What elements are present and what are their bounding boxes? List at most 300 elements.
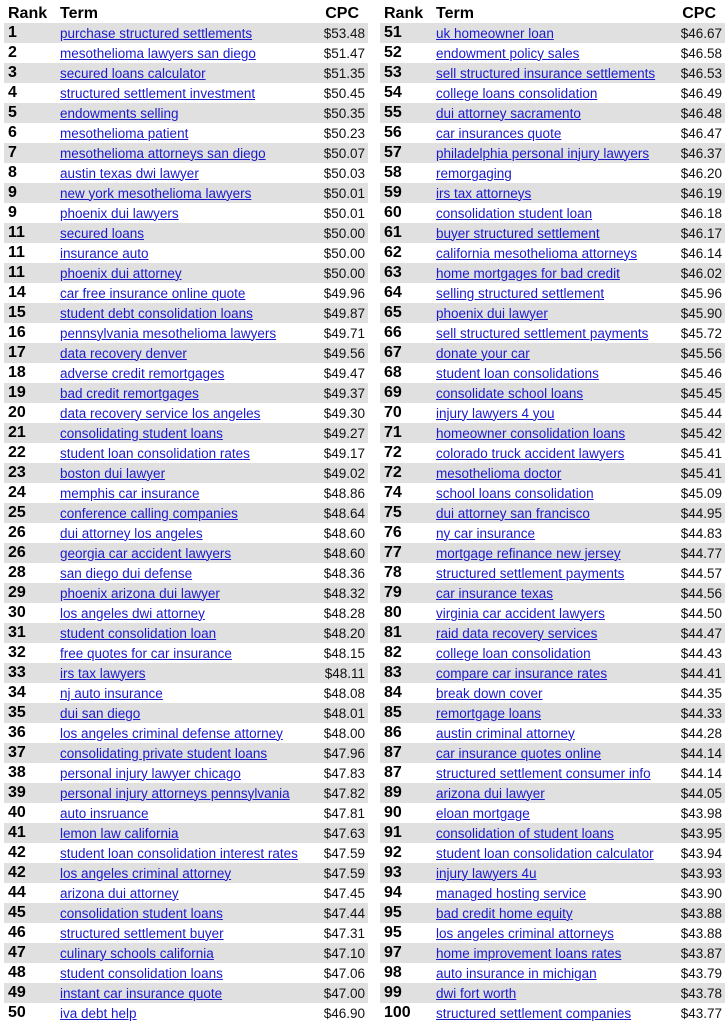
- cpc-cell: $44.50: [680, 605, 722, 621]
- cpc-cell: $44.33: [672, 703, 725, 723]
- term-cell: [436, 483, 672, 503]
- table-row: [4, 543, 368, 563]
- table-row: [380, 763, 725, 783]
- term-link[interactable]: secured loans: [60, 225, 145, 241]
- term-link[interactable]: pennsylvania mesothelioma lawyers: [60, 325, 277, 341]
- term-link[interactable]: purchase structured settlements: [60, 25, 253, 41]
- cpc-cell: $44.05: [672, 783, 725, 803]
- term-link[interactable]: remorgaging: [436, 165, 512, 181]
- rank-cell: 77: [380, 543, 436, 563]
- cpc-cell: $44.41: [672, 663, 725, 683]
- term-link[interactable]: los angeles criminal attorney: [60, 865, 232, 881]
- term-link[interactable]: adverse credit remortgages: [60, 365, 225, 381]
- term-link[interactable]: school loans consolidation: [436, 485, 594, 501]
- cpc-cell: $44.83: [680, 525, 722, 541]
- cpc-cell: $45.42: [672, 423, 725, 443]
- term-link[interactable]: consolidating student loans: [60, 425, 223, 441]
- term-link[interactable]: consolidation of student loans: [436, 825, 614, 841]
- term-link[interactable]: new york mesothelioma lawyers: [60, 185, 252, 201]
- cpc-cell: $46.37: [672, 143, 725, 163]
- table-row: [4, 223, 368, 243]
- term-cell: [60, 83, 316, 103]
- table-row: [380, 203, 725, 223]
- term-cell: [436, 303, 672, 323]
- cpc-cell: $43.88: [680, 925, 722, 941]
- term-cell: [60, 683, 316, 703]
- cpc-cell: $46.47: [680, 125, 722, 141]
- term-cell: [60, 323, 316, 343]
- rank-cell: 63: [380, 263, 436, 283]
- cpc-cell: $49.17: [323, 445, 365, 461]
- term-link[interactable]: auto insurance in michigan: [436, 965, 597, 981]
- term-link[interactable]: buyer structured settlement: [436, 225, 600, 241]
- rank-cell: 72: [380, 463, 436, 483]
- term-cell: [60, 283, 316, 303]
- term-cell: [60, 163, 316, 183]
- term-link[interactable]: structured settlement buyer: [60, 925, 224, 941]
- term-cell: [60, 783, 316, 803]
- rank-cell: 5: [4, 103, 60, 123]
- term-cell: [60, 983, 316, 1003]
- term-link[interactable]: structured settlement companies: [436, 1005, 632, 1021]
- term-cell: [60, 823, 316, 843]
- cpc-cell: $49.71: [323, 325, 365, 341]
- term-link[interactable]: car insurance quotes online: [436, 745, 602, 761]
- table-row: [380, 843, 725, 863]
- term-link[interactable]: car insurances quote: [436, 125, 562, 141]
- term-cell: [436, 623, 672, 643]
- rank-cell: 68: [384, 364, 402, 381]
- term-link[interactable]: homeowner consolidation loans: [436, 425, 626, 441]
- term-link[interactable]: student consolidation loan: [60, 625, 217, 641]
- table-row: [380, 403, 725, 423]
- table-row: [380, 63, 725, 83]
- term-link[interactable]: georgia car accident lawyers: [60, 545, 232, 561]
- term-link[interactable]: arizona dui lawyer: [436, 785, 545, 801]
- cpc-cell: $49.27: [316, 423, 368, 443]
- rank-cell: 11: [4, 263, 60, 283]
- cpc-cell: $47.06: [323, 965, 365, 981]
- term-link[interactable]: personal injury attorneys pennsylvania: [60, 785, 290, 801]
- term-cell: [60, 103, 316, 123]
- term-link[interactable]: mesothelioma lawyers san diego: [60, 45, 256, 61]
- rank-cell: 6: [8, 124, 17, 141]
- cpc-cell: $44.28: [680, 725, 722, 741]
- table-row: [4, 243, 368, 263]
- term-link[interactable]: memphis car insurance: [60, 485, 200, 501]
- rank-cell: 78: [384, 564, 402, 581]
- term-link[interactable]: endowments selling: [60, 105, 179, 121]
- table-row: [380, 263, 725, 283]
- term-link[interactable]: home improvement loans rates: [436, 945, 622, 961]
- cpc-cell: $49.96: [323, 285, 365, 301]
- cpc-cell: $50.23: [323, 125, 365, 141]
- term-link[interactable]: uk homeowner loan: [436, 25, 554, 41]
- cpc-cell: $50.00: [323, 245, 365, 261]
- table-row: [4, 783, 368, 803]
- rank-cell: 98: [384, 964, 402, 981]
- table-row: [380, 643, 725, 663]
- rank-cell: 31: [4, 623, 60, 643]
- term-link[interactable]: home mortgages for bad credit: [436, 265, 620, 281]
- rank-cell: 85: [380, 703, 436, 723]
- table-row: [4, 263, 368, 283]
- term-link[interactable]: auto insruance: [60, 805, 149, 821]
- table-row: [380, 163, 725, 183]
- cpc-cell: $48.32: [316, 583, 368, 603]
- rank-cell: 22: [8, 444, 26, 461]
- cpc-cell: $47.59: [316, 863, 368, 883]
- cpc-cell: $47.45: [323, 885, 365, 901]
- term-cell: [436, 643, 672, 663]
- term-cell: [60, 503, 316, 523]
- table-row: [380, 563, 725, 583]
- term-link[interactable]: lemon law california: [60, 825, 179, 841]
- table-row: [4, 443, 368, 463]
- term-link[interactable]: compare car insurance rates: [436, 665, 608, 681]
- rank-cell: 35: [4, 703, 60, 723]
- table-row: [380, 903, 725, 923]
- term-cell: [436, 943, 672, 963]
- term-cell: [436, 283, 672, 303]
- rank-cell: 49: [4, 983, 60, 1003]
- term-link[interactable]: remortgage loans: [436, 705, 542, 721]
- term-link[interactable]: structured settlement payments: [436, 565, 625, 581]
- term-link[interactable]: conference calling companies: [60, 505, 238, 521]
- term-link[interactable]: student loan consolidation rates: [60, 445, 250, 461]
- table-row: [380, 623, 725, 643]
- table-row: [380, 103, 725, 123]
- table-row: [4, 403, 368, 423]
- term-cell: [436, 923, 672, 943]
- term-link[interactable]: student loan consolidations: [436, 365, 599, 381]
- table-row: [380, 503, 725, 523]
- term-link[interactable]: austin texas dwi lawyer: [60, 165, 199, 181]
- term-link[interactable]: personal injury lawyer chicago: [60, 765, 241, 781]
- term-cell: [60, 1003, 316, 1023]
- term-link[interactable]: los angeles criminal attorneys: [436, 925, 614, 941]
- table-row: [4, 623, 368, 643]
- rank-cell: 80: [384, 604, 402, 621]
- table-row: [4, 203, 368, 223]
- table-row: [4, 143, 368, 163]
- term-cell: [60, 643, 316, 663]
- rank-cell: 44: [8, 884, 26, 901]
- rank-cell: 94: [384, 884, 402, 901]
- term-link[interactable]: boston dui lawyer: [60, 465, 166, 481]
- term-link[interactable]: donate your car: [436, 345, 530, 361]
- term-link[interactable]: student consolidation loans: [60, 965, 223, 981]
- term-cell: [436, 383, 672, 403]
- term-link[interactable]: bad credit remortgages: [60, 385, 199, 401]
- table-row: [4, 503, 368, 523]
- term-link[interactable]: instant car insurance quote: [60, 985, 223, 1001]
- table-row: [380, 523, 725, 543]
- term-cell: [436, 783, 672, 803]
- rank-cell: 45: [4, 903, 60, 923]
- term-link[interactable]: dui attorney los angeles: [60, 525, 203, 541]
- term-link[interactable]: iva debt help: [60, 1005, 137, 1021]
- cpc-cell: $53.48: [316, 23, 368, 43]
- term-link[interactable]: colorado truck accident lawyers: [436, 445, 625, 461]
- table-row: [4, 943, 368, 963]
- term-link[interactable]: los angeles dwi attorney: [60, 605, 205, 621]
- term-header: Term: [60, 5, 98, 22]
- rank-cell: 59: [380, 183, 436, 203]
- rank-cell: 66: [384, 324, 402, 341]
- table-row: [4, 643, 368, 663]
- rank-cell: 32: [8, 644, 26, 661]
- term-cell: [436, 423, 672, 443]
- cpc-cell: $50.00: [316, 263, 368, 283]
- term-link[interactable]: culinary schools california: [60, 945, 214, 961]
- term-link[interactable]: philadelphia personal injury lawyers: [436, 145, 650, 161]
- table-row: [380, 123, 725, 143]
- term-link[interactable]: virginia car accident lawyers: [436, 605, 605, 621]
- rank-cell: 69: [380, 383, 436, 403]
- rank-header: Rank: [384, 5, 424, 22]
- cpc-cell: $43.93: [672, 863, 725, 883]
- rank-cell: 36: [8, 724, 26, 741]
- cpc-cell: $47.81: [323, 805, 365, 821]
- term-link[interactable]: sell structured insurance settlements: [436, 65, 656, 81]
- rank-cell: 79: [380, 583, 436, 603]
- cpc-cell: $50.03: [323, 165, 365, 181]
- term-link[interactable]: phoenix dui lawyers: [60, 205, 179, 221]
- term-cell: [436, 323, 672, 343]
- term-link[interactable]: data recovery service los angeles: [60, 405, 261, 421]
- table-row: [4, 1003, 368, 1023]
- term-link[interactable]: car insurance texas: [436, 585, 554, 601]
- header-row: [380, 4, 725, 23]
- term-link[interactable]: insurance auto: [60, 245, 149, 261]
- term-link[interactable]: phoenix arizona dui lawyer: [60, 585, 220, 601]
- term-link[interactable]: ny car insurance: [436, 525, 536, 541]
- term-link[interactable]: managed hosting service: [436, 885, 587, 901]
- term-cell: [436, 183, 672, 203]
- term-link[interactable]: dui san diego: [60, 705, 141, 721]
- cpc-cell: $44.56: [672, 583, 725, 603]
- table-row: [380, 983, 725, 1003]
- cpc-cell: $48.00: [323, 725, 365, 741]
- rank-cell: 4: [8, 84, 17, 101]
- rank-cell: 53: [380, 63, 436, 83]
- term-link[interactable]: consolidate school loans: [436, 385, 584, 401]
- cpc-cell: $49.56: [316, 343, 368, 363]
- term-link[interactable]: student loan consolidation interest rates: [60, 845, 298, 861]
- term-cell: [436, 863, 672, 883]
- term-link[interactable]: mesothelioma attorneys san diego: [60, 145, 266, 161]
- table-row: [4, 283, 368, 303]
- term-link[interactable]: nj auto insurance: [60, 685, 163, 701]
- rank-cell: 93: [380, 863, 436, 883]
- term-link[interactable]: san diego dui defense: [60, 565, 193, 581]
- cpc-cell: $50.07: [316, 143, 368, 163]
- rank-cell: 24: [8, 484, 26, 501]
- cpc-cell: $43.98: [680, 805, 722, 821]
- cpc-cell: $44.35: [680, 685, 722, 701]
- cpc-cell: $47.10: [316, 943, 368, 963]
- cpc-cell: $48.64: [316, 503, 368, 523]
- table-row: [4, 803, 368, 823]
- term-link[interactable]: mortgage refinance new jersey: [436, 545, 621, 561]
- rank-cell: 90: [384, 804, 402, 821]
- term-link[interactable]: irs tax attorneys: [436, 185, 532, 201]
- table-row: [380, 423, 725, 443]
- term-link[interactable]: secured loans calculator: [60, 65, 206, 81]
- term-link[interactable]: sell structured settlement payments: [436, 325, 649, 341]
- term-link[interactable]: break down cover: [436, 685, 543, 701]
- term-link[interactable]: car free insurance online quote: [60, 285, 246, 301]
- term-link[interactable]: dwi fort worth: [436, 985, 517, 1001]
- table-row: [380, 143, 725, 163]
- term-link[interactable]: college loan consolidation: [436, 645, 591, 661]
- cpc-cell: $43.95: [672, 823, 725, 843]
- term-link[interactable]: irs tax lawyers: [60, 665, 146, 681]
- term-cell: [436, 843, 672, 863]
- cpc-cell: $44.77: [672, 543, 725, 563]
- rank-cell: 61: [380, 223, 436, 243]
- term-link[interactable]: student debt consolidation loans: [60, 305, 253, 321]
- header-row: [4, 4, 368, 23]
- term-link[interactable]: eloan mortgage: [436, 805, 530, 821]
- term-cell: [436, 683, 672, 703]
- table-row: [4, 43, 368, 63]
- table-row: [4, 883, 368, 903]
- cpc-cell: $50.45: [323, 85, 365, 101]
- cpc-cell: $43.87: [672, 943, 725, 963]
- table-row: [380, 303, 725, 323]
- term-link[interactable]: consolidation student loan: [436, 205, 593, 221]
- term-cell: [60, 383, 316, 403]
- term-link[interactable]: mesothelioma doctor: [436, 465, 562, 481]
- cpc-cell: $43.77: [680, 1005, 722, 1021]
- cpc-cell: $47.00: [316, 983, 368, 1003]
- rank-cell: 18: [8, 364, 26, 381]
- term-cell: [60, 343, 316, 363]
- cpc-cell: $46.49: [680, 85, 722, 101]
- term-link[interactable]: dui attorney sacramento: [436, 105, 581, 121]
- table-row: [380, 1003, 725, 1023]
- table-row: [380, 463, 725, 483]
- term-cell: [436, 603, 672, 623]
- table-row: [4, 823, 368, 843]
- term-cell: [60, 863, 316, 883]
- term-link[interactable]: injury lawyers 4 you: [436, 405, 555, 421]
- term-cell: [436, 243, 672, 263]
- table-row: [4, 123, 368, 143]
- rank-cell: 60: [384, 204, 402, 221]
- term-cell: [60, 363, 316, 383]
- term-link[interactable]: structured settlement investment: [60, 85, 256, 101]
- term-cell: [436, 563, 672, 583]
- table-row: [4, 483, 368, 503]
- term-link[interactable]: austin criminal attorney: [436, 725, 575, 741]
- rank-cell: 48: [8, 964, 26, 981]
- rank-cell: 42: [8, 844, 26, 861]
- term-link[interactable]: college loans consolidation: [436, 85, 598, 101]
- rank-cell: 89: [380, 783, 436, 803]
- cpc-header: CPC: [682, 5, 716, 22]
- rank-cell: 15: [4, 303, 60, 323]
- rank-cell: 9: [8, 204, 17, 221]
- term-link[interactable]: consolidating private student loans: [60, 745, 268, 761]
- cpc-cell: $44.47: [672, 623, 725, 643]
- table-row: [380, 583, 725, 603]
- term-cell: [436, 363, 672, 383]
- term-link[interactable]: consolidation student loans: [60, 905, 223, 921]
- term-link[interactable]: student loan consolidation calculator: [436, 845, 654, 861]
- term-link[interactable]: data recovery denver: [60, 345, 187, 361]
- cpc-cell: $43.94: [680, 845, 722, 861]
- term-link[interactable]: los angeles criminal defense attorney: [60, 725, 283, 741]
- table-row: [4, 863, 368, 883]
- term-link[interactable]: structured settlement consumer info: [436, 765, 651, 781]
- rank-cell: 29: [4, 583, 60, 603]
- term-cell: [60, 903, 316, 923]
- term-cell: [436, 83, 672, 103]
- rank-cell: 83: [380, 663, 436, 683]
- table-row: [4, 963, 368, 983]
- term-cell: [60, 23, 316, 43]
- table-row: [4, 763, 368, 783]
- term-link[interactable]: injury lawyers 4u: [436, 865, 537, 881]
- table-row: [4, 83, 368, 103]
- rank-cell: 64: [384, 284, 402, 301]
- term-link[interactable]: phoenix dui attorney: [60, 265, 182, 281]
- cpc-cell: $44.57: [680, 565, 722, 581]
- term-link[interactable]: selling structured settlement: [436, 285, 605, 301]
- term-link[interactable]: phoenix dui lawyer: [436, 305, 548, 321]
- rank-cell: 56: [384, 124, 402, 141]
- term-cell: [60, 463, 316, 483]
- term-cell: [60, 303, 316, 323]
- cpc-cell: $46.17: [672, 223, 725, 243]
- table-row: [4, 843, 368, 863]
- rank-cell: 75: [380, 503, 436, 523]
- term-link[interactable]: dui attorney san francisco: [436, 505, 590, 521]
- term-cell: [436, 123, 672, 143]
- term-link[interactable]: free quotes for car insurance: [60, 645, 232, 661]
- term-cell: [436, 723, 672, 743]
- term-link[interactable]: endowment policy sales: [436, 45, 580, 61]
- rank-cell: 99: [380, 983, 436, 1003]
- cpc-cell: $48.08: [323, 685, 365, 701]
- term-link[interactable]: mesothelioma patient: [60, 125, 189, 141]
- rank-cell: 7: [4, 143, 60, 163]
- term-link[interactable]: california mesothelioma attorneys: [436, 245, 638, 261]
- term-cell: [60, 443, 316, 463]
- term-link[interactable]: bad credit home equity: [436, 905, 573, 921]
- cpc-cell: $43.90: [680, 885, 722, 901]
- term-link[interactable]: raid data recovery services: [436, 625, 598, 641]
- term-cell: [60, 743, 316, 763]
- cpc-cell: $46.67: [672, 23, 725, 43]
- rank-cell: 33: [4, 663, 60, 683]
- table-row: [380, 243, 725, 263]
- rank-cell: 76: [384, 524, 402, 541]
- cpc-cell: $46.53: [672, 63, 725, 83]
- rank-cell: 25: [4, 503, 60, 523]
- rank-cell: 47: [4, 943, 60, 963]
- table-row: [4, 363, 368, 383]
- table-row: [380, 963, 725, 983]
- cpc-cell: $45.44: [680, 405, 722, 421]
- cpc-header: CPC: [325, 5, 359, 22]
- cpc-cell: $46.19: [672, 183, 725, 203]
- term-cell: [60, 183, 316, 203]
- term-link[interactable]: arizona dui attorney: [60, 885, 179, 901]
